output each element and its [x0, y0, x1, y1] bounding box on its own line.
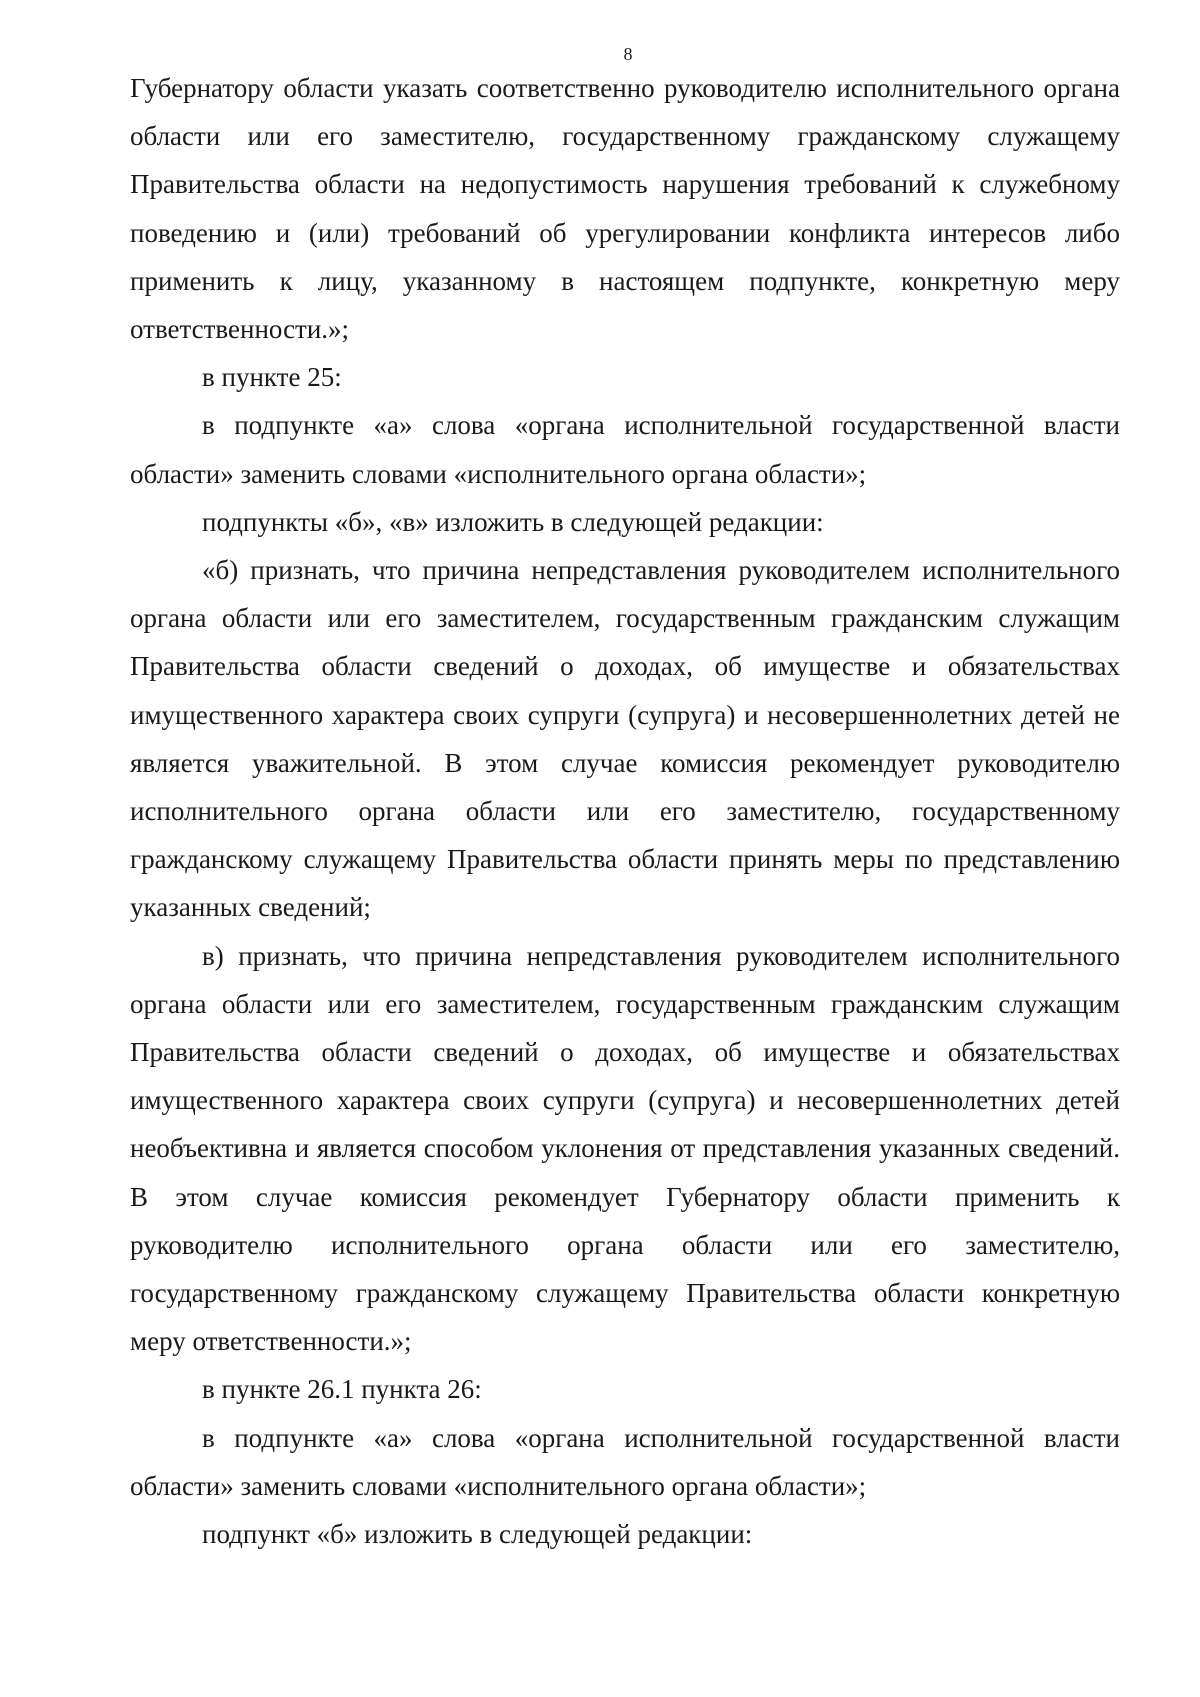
paragraph-subitem-v-text: в) признать, что причина непредставления руководителем исполнительного органа области или его заместителем, государственным гражданским служащим Правительства области сведений о доходах, об имуществе и обязательствах имущественного характера своих супруги (супруга) и несовершеннолетних детей необъективна и является способом уклонения от представления указанных сведений. В этом случае комиссия рекомендует Губернатору области применить к руководителю исполнительного органа области или его заместителю, государственному гражданскому служащему Правительства области конкретную меру ответственности.»;	[130, 940, 1120, 1357]
paragraph-item-26-1-header: в пункте 26.1 пункта 26:	[202, 1374, 482, 1405]
paragraph-item-26-1-subitem-b-header: подпункт «б» изложить в следующей редакции:	[202, 1519, 753, 1550]
paragraph-item-26-1-subitem-a: в подпункте «а» слова «органа исполнительной государственной власти области» заменить словами «исполнительного органа области»;	[130, 1422, 1120, 1501]
paragraph-item-25-subitem-a: в подпункте «а» слова «органа исполнительной государственной власти области» заменить словами «исполнительного органа области»;	[130, 410, 1120, 489]
paragraph-item-25-header: в пункте 25:	[202, 362, 342, 393]
paragraph-item-25-subitems-b-v-header: подпункты «б», «в» изложить в следующей редакции:	[202, 506, 824, 537]
page-number: 8	[623, 44, 633, 64]
paragraph-continuation: Губернатору области указать соответственно руководителю исполнительного органа области или его заместителю, государственному гражданскому служащему Правительства области на недопустимость нарушения требований к служебному поведению и (или) требований об урегулировании конфликта интересов либо применить к лицу, указанному в настоящем подпункте, конкретную меру ответственности.»;	[130, 73, 1120, 345]
document-body	[130, 64, 1120, 1558]
paragraph-subitem-b-text: «б) признать, что причина непредставления руководителем исполнительного органа области или его заместителем, государственным гражданским служащим Правительства области сведений о доходах, об имуществе и обязательствах имущественного характера своих супруги (супруга) и несовершеннолетних детей не является уважительной. В этом случае комиссия рекомендует руководителю исполнительного органа области или его заместителю, государственному гражданскому служащему Правительства области принять меры по представлению указанных сведений;	[130, 555, 1120, 923]
